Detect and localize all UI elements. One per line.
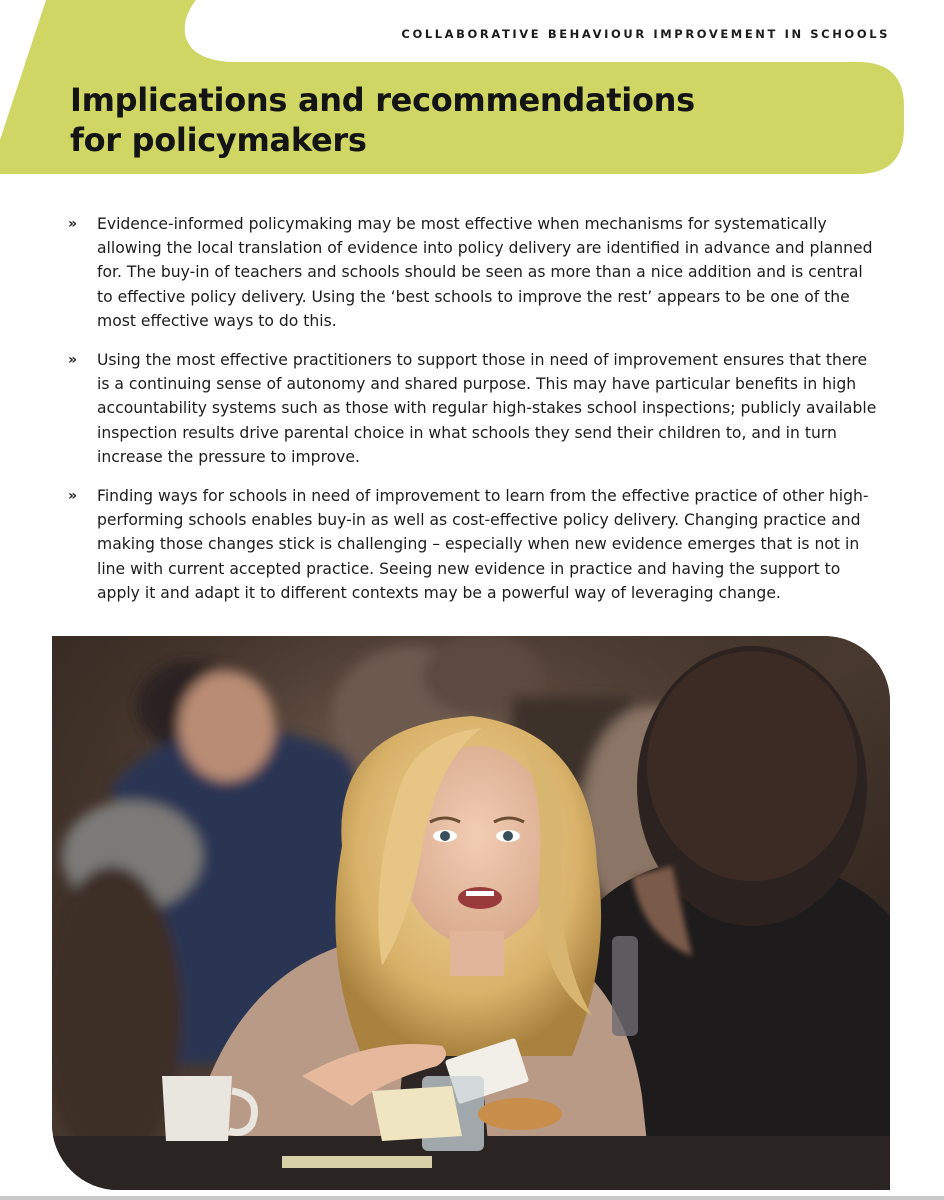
- page-title-line: Implications and recommendations: [70, 81, 695, 119]
- bullet-marker: »: [68, 352, 78, 369]
- list-item-text: Evidence-informed policymaking may be most effective when mechanisms for systematically allowing the local translation of evidence into policy delivery are identified in advance and planned for. The buy-in of teachers and schools should be seen as more than a nice addition and is central to effective policy delivery. Using the ‘best schools to improve the rest’ appears to be one of the most effective ways to do this.: [97, 215, 873, 330]
- list-item-text: Finding ways for schools in need of improvement to learn from the effective practice of other high-performing schools enables buy-in as well as cost-effective policy delivery. Changing practice and making those changes stick is challenging – especially when new evidence emerges that is not in line with current accepted practice. Seeing new evidence in practice and having the support to apply it and adapt it to different contexts may be a powerful way of leveraging change.: [97, 487, 869, 602]
- page-title: [70, 80, 850, 160]
- running-header: COLLABORATIVE BEHAVIOUR IMPROVEMENT IN SCHOOLS: [401, 27, 890, 41]
- event-photo: [52, 636, 890, 1190]
- list-item-text: Using the most effective practitioners to support those in need of improvement ensures that there is a continuing sense of autonomy and shared purpose. This may have particular benefits in high accountability systems such as those with regular high-stakes school inspections; publicly available inspection results drive parental choice in what schools they send their children to, and in turn increase the pressure to improve.: [97, 351, 877, 466]
- page-title-line: for policymakers: [70, 121, 367, 159]
- list-item: [68, 348, 878, 469]
- recommendations-list: [68, 212, 878, 620]
- photo-illustration: [52, 636, 890, 1190]
- bullet-marker: »: [68, 488, 78, 505]
- bullet-marker: »: [68, 216, 78, 232]
- list-item: [68, 212, 878, 333]
- list-item: [68, 484, 878, 605]
- page-bottom-rule: [0, 1196, 944, 1200]
